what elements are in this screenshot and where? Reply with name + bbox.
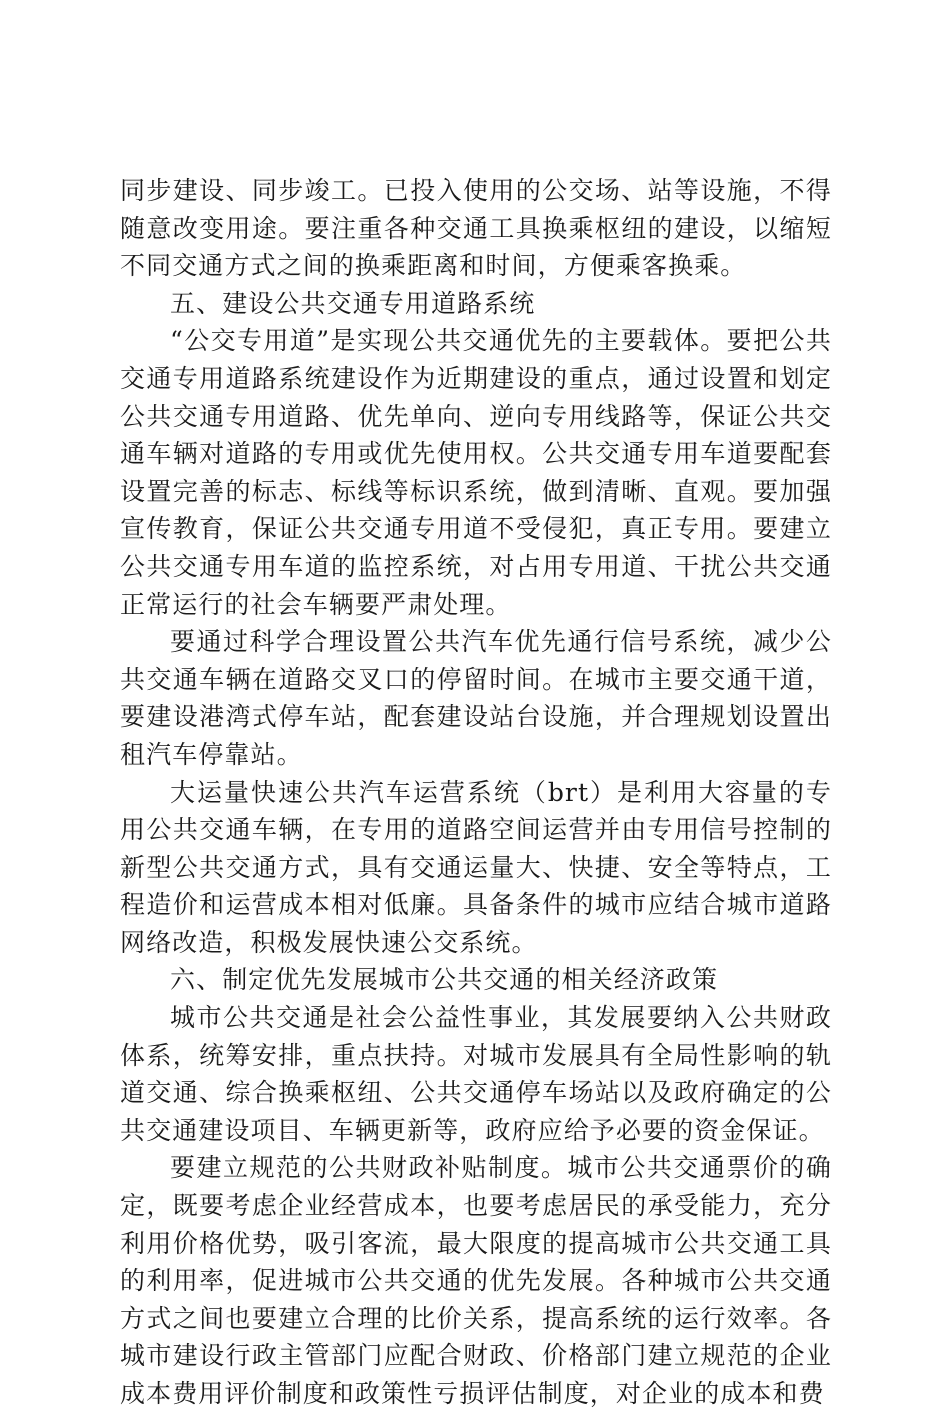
paragraph-subsidy: 要建立规范的公共财政补贴制度。城市公共交通票价的确定，既要考虑企业经营成本，也要考虑居民的承受能力，充分利用价格优势，吸引客流，最大限度的提高城市公共交通工具的利用率，促进城市公共交通的优先发展。各种城市公共交通方式之间也要建立合理的比价关系，提高系统的运行效率。各城市建设行政主管部门应配合财政、价格部门建立规范的企业成本费用评价制度和政策性亏损评估制度，对企业的成本和费	[120, 1153, 832, 1408]
section-heading-5: 五、建设公共交通专用道路系统	[170, 288, 536, 318]
section-heading-6: 六、制定优先发展城市公共交通的相关经济政策	[170, 965, 719, 995]
document-body	[120, 172, 832, 1413]
paragraph-public-finance: 城市公共交通是社会公益性事业，其发展要纳入公共财政体系，统筹安排，重点扶持。对城市发展具有全局性影响的轨道交通、综合换乘枢纽、公共交通停车场站以及政府确定的公共交通建设项目、车辆更新等，政府应给予必要的资金保证。	[120, 1003, 832, 1145]
paragraph-signal-priority: 要通过科学合理设置公共汽车优先通行信号系统，减少公共交通车辆在道路交叉口的停留时间。在城市主要交通干道，要建设港湾式停车站，配套建设站台设施，并合理规划设置出租汽车停靠站。	[120, 627, 832, 769]
paragraph-brt: 大运量快速公共汽车运营系统（brt）是利用大容量的专用公共交通车辆，在专用的道路空间运营并由专用信号控制的新型公共交通方式，具有交通运量大、快捷、安全等特点，工程造价和运营成本相对低廉。具备条件的城市应结合城市道路网络改造，积极发展快速公交系统。	[120, 777, 832, 957]
paragraph-continuation: 同步建设、同步竣工。已投入使用的公交场、站等设施，不得随意改变用途。要注重各种交通工具换乘枢纽的建设，以缩短不同交通方式之间的换乘距离和时间，方便乘客换乘。	[120, 176, 832, 281]
paragraph-bus-lane: “公交专用道”是实现公共交通优先的主要载体。要把公共交通专用道路系统建设作为近期建设的重点，通过设置和划定公共交通专用道路、优先单向、逆向专用线路等，保证公共交通车辆对道路的专用或优先使用权。公共交通专用车道要配套设置完善的标志、标线等标识系统，做到清晰、直观。要加强宣传教育，保证公共交通专用道不受侵犯，真正专用。要建立公共交通专用车道的监控系统，对占用专用道、干扰公共交通正常运行的社会车辆要严肃处理。	[120, 326, 832, 619]
